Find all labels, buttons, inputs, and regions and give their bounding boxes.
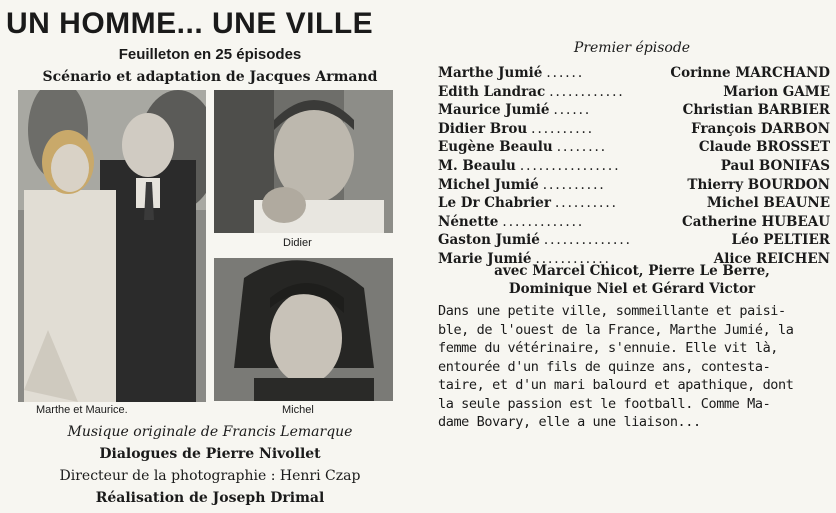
- direction-credit: Réalisation de Joseph Drimal: [95, 490, 325, 506]
- leader-dots: ................: [519, 157, 621, 174]
- photo-michel: [214, 258, 393, 401]
- role-name: Michel Jumié: [438, 176, 539, 193]
- role-name: Eugène Beaulu: [438, 139, 553, 156]
- leader-dots: ......: [546, 65, 585, 81]
- leader-dots: ........: [556, 139, 608, 156]
- dialogues-credit: Dialogues de Pierre Nivollet: [99, 446, 321, 462]
- role-name: Maurice Jumié: [438, 102, 550, 119]
- role-name: M. Beaulu: [438, 157, 516, 174]
- cast-row: [438, 194, 830, 213]
- actor-name: François DARBON: [691, 120, 830, 137]
- actor-name: Catherine HUBEAU: [682, 213, 830, 230]
- role-name: Marthe Jumié: [438, 65, 543, 81]
- page-title: UN HOMME... UNE VILLE: [6, 7, 374, 40]
- role-name: Edith Landrac: [438, 83, 546, 100]
- photo-didier: [214, 90, 393, 233]
- caption-didier: Didier: [283, 237, 312, 249]
- cast-row: [438, 213, 830, 232]
- supporting-cast-line-2: Dominique Niel et Gérard Victor: [508, 281, 756, 297]
- actor-name: Marion GAME: [723, 83, 830, 100]
- actor-name: Alice REICHEN: [713, 250, 830, 267]
- photo-marthe-maurice: [18, 90, 206, 402]
- right-column: [432, 0, 832, 513]
- caption-marthe-maurice: Marthe et Maurice.: [36, 404, 128, 416]
- cast-row: [438, 176, 830, 195]
- leader-dots: ............: [549, 83, 625, 100]
- role-name: Le Dr Chabrier: [438, 195, 551, 212]
- leader-dots: ..........: [531, 120, 595, 137]
- summary-line: la seule passion est le football. Comme Ma-: [438, 395, 771, 412]
- actor-name: Michel BEAUNE: [706, 195, 830, 212]
- cast-row: [438, 157, 830, 176]
- leader-dots: .............: [502, 213, 585, 230]
- leader-dots: ..............: [543, 232, 632, 249]
- cast-row: [438, 120, 830, 139]
- episode-label: Premier épisode: [573, 40, 691, 56]
- episode-summary: [438, 302, 832, 432]
- cast-row: [438, 138, 830, 157]
- summary-line: dame Bovary, elle a une liaison...: [438, 414, 701, 430]
- cast-row: [438, 83, 830, 102]
- summary-line: taire, et d'un mari balourd et apathique, dont: [438, 377, 794, 393]
- role-name: Didier Brou: [438, 120, 528, 137]
- actor-name: Christian BARBIER: [682, 102, 830, 119]
- leader-dots: ......: [553, 102, 592, 119]
- actor-name: Thierry BOURDON: [687, 176, 830, 193]
- actor-name: Paul BONIFAS: [720, 157, 830, 174]
- photography-credit: Directeur de la photographie : Henri Czap: [59, 468, 361, 484]
- summary-line: entourée d'un fils de quinze ans, contesta-: [438, 358, 771, 375]
- actor-name: Léo PELTIER: [731, 232, 830, 249]
- cast-row: [438, 231, 830, 250]
- actor-name: Corinne MARCHAND: [670, 65, 830, 81]
- series-subtitle: Feuilleton en 25 épisodes: [118, 46, 302, 63]
- summary-line: femme du vétérinaire, s'ennuie. Elle vit là,: [438, 340, 779, 356]
- supporting-cast-line-1: avec Marcel Chicot, Pierre Le Berre,: [494, 263, 770, 279]
- cast-row: [438, 101, 830, 120]
- leader-dots: ............: [535, 250, 611, 267]
- cast-row: [438, 64, 830, 83]
- cast-list: [438, 64, 830, 269]
- role-name: Nénette: [438, 213, 499, 230]
- leader-dots: ..........: [542, 176, 606, 193]
- caption-michel: Michel: [282, 404, 314, 416]
- summary-line: Dans une petite ville, sommeillante et paisi-: [438, 303, 786, 319]
- role-name: Marie Jumié: [438, 250, 532, 267]
- scenario-credit: Scénario et adaptation de Jacques Armand: [42, 69, 378, 85]
- leader-dots: ..........: [555, 195, 618, 212]
- summary-line: ble, de l'ouest de la France, Marthe Jumié, la: [438, 321, 794, 338]
- actor-name: Claude BROSSET: [698, 139, 830, 156]
- music-credit: Musique originale de Francis Lemarque: [67, 424, 353, 440]
- role-name: Gaston Jumié: [438, 232, 540, 249]
